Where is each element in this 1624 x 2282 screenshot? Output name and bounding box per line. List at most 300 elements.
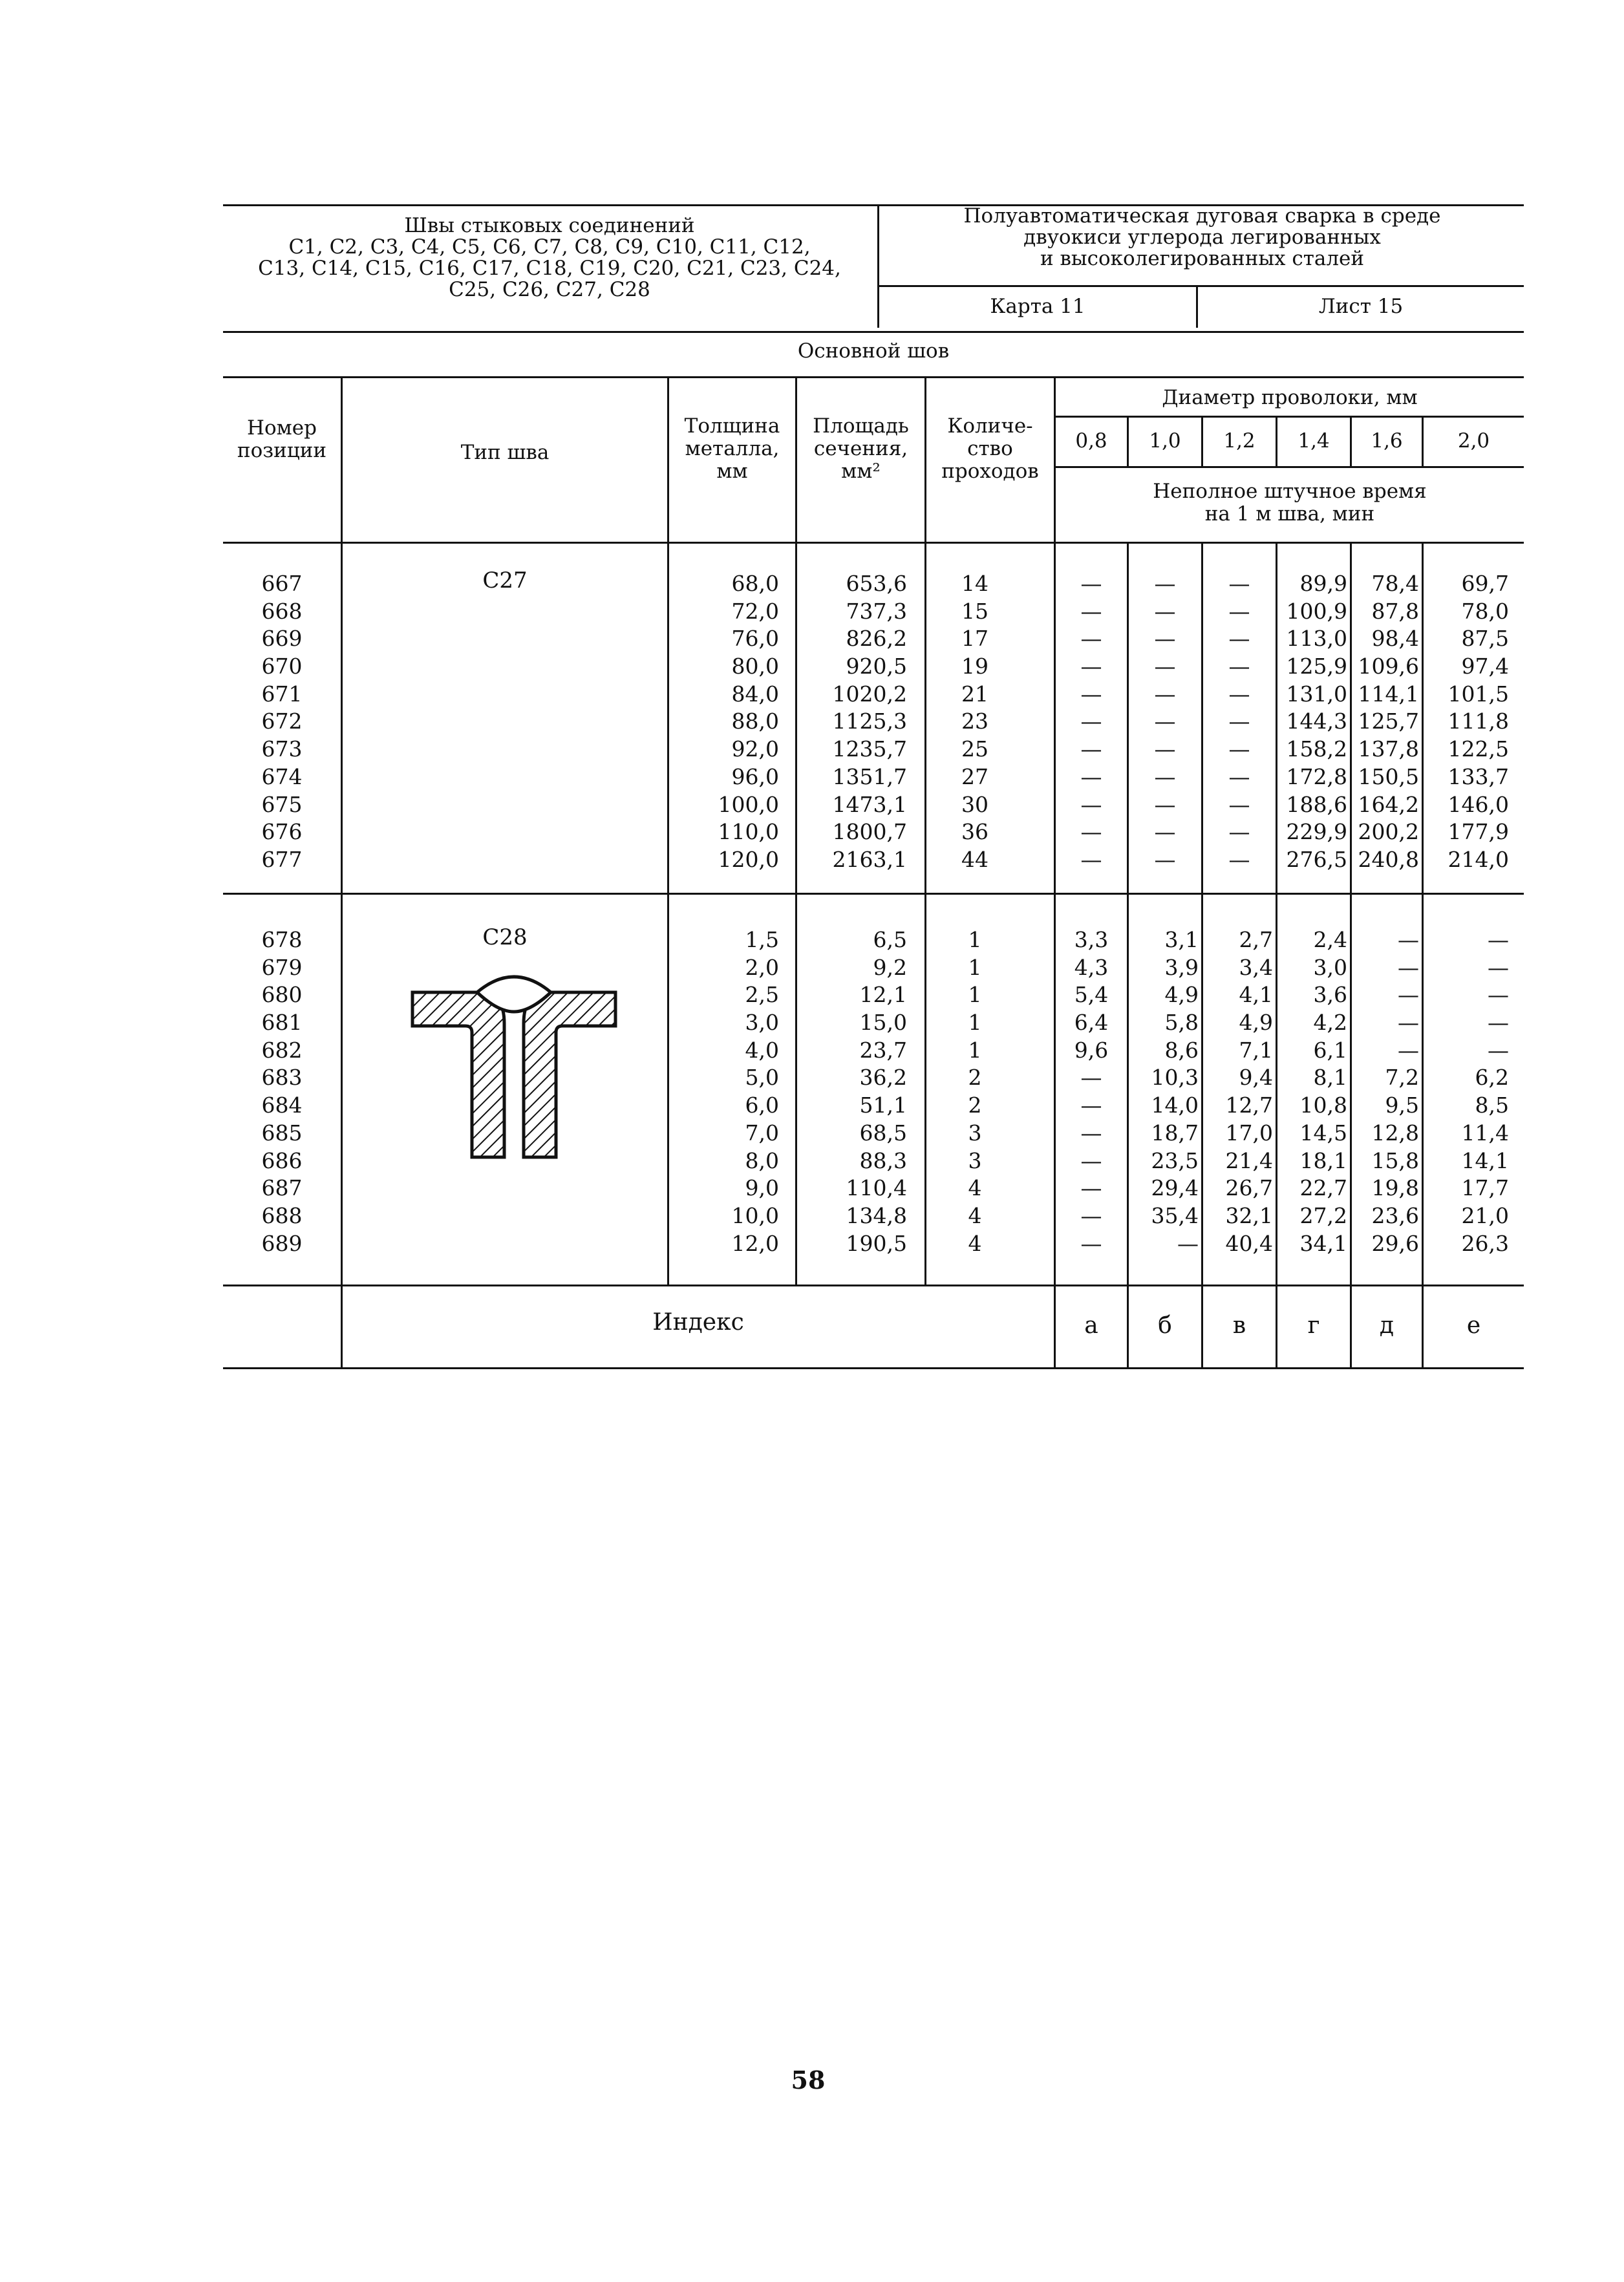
cell: 678 [261,927,303,952]
cell: 7,2 [1385,1065,1419,1091]
group2-d12 [1203,926,1273,1257]
cell: 4,2 [1313,1010,1347,1036]
col-header-line: Толщина [684,414,780,438]
cell: 114,1 [1358,681,1419,707]
cell: 12,1 [859,982,907,1008]
cell: 3,0 [1313,954,1347,980]
col-header-thickness [669,415,795,483]
cell: 3,6 [1313,982,1347,1008]
cell: 23,7 [859,1037,907,1063]
cell: 113,0 [1286,626,1347,652]
header-right-line: двуокиси углерода легированных [1023,226,1381,249]
cell: 17,0 [1225,1120,1273,1146]
cell: 676 [261,819,303,845]
cell: 15,8 [1371,1147,1419,1173]
group2-d10 [1129,926,1199,1257]
cell: 681 [261,1010,303,1036]
cell: 15,0 [859,1010,907,1036]
cell: 1 [968,954,982,980]
cell: 27 [961,763,988,789]
cell: 23,5 [1151,1147,1199,1173]
cell: 22,7 [1299,1175,1347,1201]
cell: 14 [961,571,988,596]
cell: 10,0 [731,1202,779,1228]
cell: 688 [261,1202,303,1228]
cell: — [1154,763,1176,789]
cell: 2,5 [745,982,779,1008]
cell: 677 [261,846,303,872]
header-left-line: С13, С14, С15, С16, С17, С18, С19, С20, С21, С23, С24, [258,257,841,280]
cell: 96,0 [731,763,779,789]
cell: 89,9 [1299,571,1347,596]
table-bottom-rule [223,1367,1524,1369]
cell: 682 [261,1037,303,1063]
header-left-line: С1, С2, С3, С4, С5, С6, С7, С8, С9, С10, С11, С12, [288,235,811,259]
cell: 190,5 [846,1230,907,1256]
col-header-line: ство [967,437,1013,460]
group2-thickness [669,926,779,1257]
cell: 12,7 [1225,1093,1273,1118]
header-right-line: Полуавтоматическая дуговая сварка в среде [963,204,1441,228]
index-letter-a: а [1084,1312,1098,1339]
col-header-position [223,417,341,462]
col-header-type: Тип шва [460,441,550,464]
group1-d14 [1277,570,1347,874]
right-plate-shape [524,992,615,1157]
cell: — [1398,927,1419,952]
cell: — [1154,846,1176,872]
group2-positions [223,926,341,1257]
cell: — [1228,626,1250,652]
cell: 17,7 [1461,1175,1509,1201]
cell: — [1154,654,1176,679]
group1-d20 [1424,570,1509,874]
cell: 689 [261,1230,303,1256]
index-letter-e: е [1466,1312,1481,1339]
cell: 35,4 [1151,1202,1199,1228]
cell: — [1080,709,1102,734]
cell: 4 [968,1175,982,1201]
col-header-line: Количе- [947,414,1033,438]
cell: 669 [261,626,303,652]
cell: 72,0 [731,598,779,624]
cell: — [1398,1010,1419,1036]
cell: 2 [968,1065,982,1091]
cell: — [1177,1230,1199,1256]
cell: 26,3 [1461,1230,1509,1256]
cell: 9,2 [873,954,907,980]
header-left-title [223,215,876,301]
cell: 10,8 [1299,1093,1347,1118]
cell: — [1154,791,1176,817]
cell: 1800,7 [832,819,907,845]
group1-d10 [1129,570,1201,874]
cell: — [1080,846,1102,872]
cell: 737,3 [846,598,907,624]
cell: — [1154,626,1176,652]
cell: 671 [261,681,303,707]
header-right-line: и высоколегированных сталей [1040,247,1365,270]
col-header-line: мм [716,460,748,483]
cell: — [1228,846,1250,872]
cell: — [1228,736,1250,762]
index-label: Индекс [652,1309,744,1336]
diameter-1-2: 1,2 [1223,429,1255,453]
col-header-line: мм² [841,460,881,483]
cell: 8,1 [1313,1065,1347,1091]
seam-type-c27: С27 [482,568,528,593]
cell: 1235,7 [832,736,907,762]
cell: 14,5 [1299,1120,1347,1146]
cell: 1 [968,982,982,1008]
cell: 100,0 [718,791,779,817]
col-header-time [1056,480,1524,526]
cell: 34,1 [1299,1230,1347,1256]
cell: 683 [261,1065,303,1091]
cell: 23 [961,709,988,734]
cell: 1,5 [745,927,779,952]
cell: 200,2 [1358,819,1419,845]
cell: 2,4 [1313,927,1347,952]
cell: 920,5 [846,654,907,679]
cell: — [1228,763,1250,789]
group-separator-rule [223,893,1524,895]
group2-passes [926,926,1023,1257]
diameter-1-0: 1,0 [1149,429,1181,453]
cell: 4 [968,1202,982,1228]
cell: 17 [961,626,988,652]
cell: 687 [261,1175,303,1201]
cell: 14,1 [1461,1147,1509,1173]
cell: 133,7 [1448,763,1509,789]
table-top-rule [223,376,1524,378]
cell: 3 [968,1120,982,1146]
seam-c28-drawing [407,973,621,1160]
group2-d08 [1056,926,1127,1257]
diameter-2-0: 2,0 [1457,429,1490,453]
cell: 10,3 [1151,1065,1199,1091]
cell: 29,4 [1151,1175,1199,1201]
cell: 680 [261,982,303,1008]
card-label: Карта 11 [990,295,1085,318]
cell: 36 [961,819,988,845]
cell: 6,1 [1313,1037,1347,1063]
cell: 21,0 [1461,1202,1509,1228]
group2-d14 [1277,926,1347,1257]
table-header-bottom-rule [223,542,1524,544]
cell: 134,8 [846,1202,907,1228]
cell: 1125,3 [832,709,907,734]
cell: 44 [961,846,988,872]
cell: — [1488,1037,1509,1063]
cell: 4,0 [745,1037,779,1063]
cell: 2,7 [1239,927,1273,952]
cell: 19,8 [1371,1175,1419,1201]
cell: 5,0 [745,1065,779,1091]
group2-area [797,926,907,1257]
cell: 137,8 [1358,736,1419,762]
diameter-values-rule [1054,466,1524,468]
cell: 78,0 [1461,598,1509,624]
cell: 3,0 [745,1010,779,1036]
cell: 87,5 [1461,626,1509,652]
cell: 25 [961,736,988,762]
cell: 6,0 [745,1093,779,1118]
cell: 68,0 [731,571,779,596]
cell: 14,0 [1151,1093,1199,1118]
cell: 76,0 [731,626,779,652]
cell: — [1080,1120,1102,1146]
cell: 214,0 [1448,846,1509,872]
cell: 125,7 [1358,709,1419,734]
cell: — [1228,709,1250,734]
section-title: Основной шов [797,339,950,363]
col-header-line: металла, [685,437,780,460]
col-header-line: Площадь [813,414,909,438]
cell: 4,9 [1164,982,1199,1008]
group1-passes [926,570,1023,874]
page-number: 58 [791,2065,826,2095]
cell: 1351,7 [832,763,907,789]
card-sheet-divider [1196,285,1198,328]
cell: 40,4 [1225,1230,1273,1256]
cell: 100,9 [1286,598,1347,624]
cell: 18,1 [1299,1147,1347,1173]
cell: 672 [261,709,303,734]
cell: 4,9 [1239,1010,1273,1036]
cell: 9,0 [745,1175,779,1201]
cell: 1473,1 [832,791,907,817]
cell: 1 [968,1037,982,1063]
sheet-label: Лист 15 [1318,295,1404,318]
cell: — [1080,681,1102,707]
cell: 674 [261,763,303,789]
diameter-title-rule [1054,416,1524,418]
cell: 675 [261,791,303,817]
cell: 177,9 [1448,819,1509,845]
cell: 4 [968,1230,982,1256]
cell: — [1228,819,1250,845]
cell: 84,0 [731,681,779,707]
cell: 68,5 [859,1120,907,1146]
cell: 667 [261,571,303,596]
cell: 88,0 [731,709,779,734]
header-card-rule [877,285,1524,287]
header-left-line: Швы стыковых соединений [404,214,695,237]
cell: — [1154,681,1176,707]
cell: 144,3 [1286,709,1347,734]
col-header-area [797,415,924,483]
cell: 5,8 [1164,1010,1199,1036]
group2-d20 [1424,926,1509,1257]
cell: 7,0 [745,1120,779,1146]
cell: 150,5 [1358,763,1419,789]
cell: 26,7 [1225,1175,1273,1201]
group1-thickness [669,570,779,874]
cell: 679 [261,954,303,980]
cell: 21,4 [1225,1147,1273,1173]
cell: 2,0 [745,954,779,980]
cell: 23,6 [1371,1202,1419,1228]
cell: — [1080,736,1102,762]
cell: 668 [261,598,303,624]
cell: 686 [261,1147,303,1173]
header-divider [877,204,879,328]
cell: — [1080,1065,1102,1091]
col-header-line: Номер [246,416,317,440]
cell: 21 [961,681,988,707]
cell: 120,0 [718,846,779,872]
col-header-line: на 1 м шва, мин [1204,502,1375,526]
cell: 229,9 [1286,819,1347,845]
cell: 684 [261,1093,303,1118]
cell: 92,0 [731,736,779,762]
cell: 51,1 [859,1093,907,1118]
cell: 2 [968,1093,982,1118]
left-plate-shape [412,992,504,1157]
cell: 12,8 [1371,1120,1419,1146]
cell: 3,1 [1164,927,1199,952]
col-divider [341,542,343,1367]
cell: — [1080,819,1102,845]
cell: 3,4 [1239,954,1273,980]
cell: 97,4 [1461,654,1509,679]
cell: 5,4 [1074,982,1109,1008]
group1-area [797,570,907,874]
cell: 87,8 [1371,598,1419,624]
cell: 27,2 [1299,1202,1347,1228]
cell: 9,4 [1239,1065,1273,1091]
cell: — [1080,1175,1102,1201]
col-header-passes [926,415,1054,483]
cell: 109,6 [1358,654,1419,679]
cell: 98,4 [1371,626,1419,652]
cell: 188,6 [1286,791,1347,817]
cell: — [1080,654,1102,679]
cell: 670 [261,654,303,679]
cell: — [1080,598,1102,624]
group1-positions [223,570,341,874]
diameter-1-6: 1,6 [1371,429,1403,453]
cell: 88,3 [859,1147,907,1173]
cell: — [1080,571,1102,596]
cell: 18,7 [1151,1120,1199,1146]
cell: — [1228,654,1250,679]
cell: — [1488,927,1509,952]
cell: 110,0 [718,819,779,845]
index-letter-b: б [1158,1312,1172,1339]
cell: 3 [968,1147,982,1173]
cell: 36,2 [859,1065,907,1091]
cell: — [1080,626,1102,652]
cell: 125,9 [1286,654,1347,679]
cell: 3,3 [1074,927,1109,952]
table-body-bottom-rule [223,1285,1524,1286]
cell: 276,5 [1286,846,1347,872]
cell: 110,4 [846,1175,907,1201]
col-header-line: позиции [237,439,327,462]
col-header-line: сечения, [813,437,908,460]
index-letter-g: г [1307,1312,1320,1339]
cell: 172,8 [1286,763,1347,789]
cell: 240,8 [1358,846,1419,872]
group1-d12 [1203,570,1276,874]
cell: 164,2 [1358,791,1419,817]
diameter-1-4: 1,4 [1298,429,1330,453]
cell: — [1080,1230,1102,1256]
cell: 78,4 [1371,571,1419,596]
cell: — [1080,763,1102,789]
cell: — [1154,598,1176,624]
cell: 6,4 [1074,1010,1109,1036]
cell: 101,5 [1448,681,1509,707]
cell: — [1398,954,1419,980]
cell: — [1488,954,1509,980]
cell: 1 [968,927,982,952]
group2-d16 [1352,926,1419,1257]
cell: 11,4 [1461,1120,1509,1146]
cell: 7,1 [1239,1037,1273,1063]
col-header-diameter: Диаметр проволоки, мм [1162,386,1418,409]
cell: — [1080,1147,1102,1173]
cell: 1020,2 [832,681,907,707]
cell: 4,3 [1074,954,1109,980]
cell: — [1398,1037,1419,1063]
cell: — [1154,819,1176,845]
cell: 122,5 [1448,736,1509,762]
cell: — [1228,571,1250,596]
cell: 2163,1 [832,846,907,872]
cell: 653,6 [846,571,907,596]
index-letter-v: в [1232,1312,1246,1339]
cell: — [1080,791,1102,817]
cell: 15 [961,598,988,624]
cell: 9,6 [1074,1037,1109,1063]
cell: — [1154,709,1176,734]
cell: 6,2 [1475,1065,1509,1091]
cell: 9,5 [1385,1093,1419,1118]
cell: 19 [961,654,988,679]
cell: 826,2 [846,626,907,652]
cell: — [1154,736,1176,762]
header-bottom-rule [223,331,1524,333]
cell: 3,9 [1164,954,1199,980]
group1-d08 [1056,570,1127,874]
cell: 158,2 [1286,736,1347,762]
col-header-line: Неполное штучное время [1153,480,1427,503]
cell: 8,0 [745,1147,779,1173]
header-right-title [881,206,1524,270]
cell: 12,0 [731,1230,779,1256]
cell: — [1488,1010,1509,1036]
cell: — [1080,1093,1102,1118]
header-left-line: С25, С26, С27, С28 [449,278,650,301]
cell: — [1398,982,1419,1008]
cell: 8,6 [1164,1037,1199,1063]
cell: 1 [968,1010,982,1036]
cell: 32,1 [1225,1202,1273,1228]
cell: 69,7 [1461,571,1509,596]
seam-type-c28: С28 [482,924,528,950]
cell: — [1228,791,1250,817]
cell: — [1488,982,1509,1008]
cell: 146,0 [1448,791,1509,817]
cell: 29,6 [1371,1230,1419,1256]
cell: 80,0 [731,654,779,679]
diameter-0-8: 0,8 [1075,429,1107,453]
cell: — [1154,571,1176,596]
cell: 4,1 [1239,982,1273,1008]
